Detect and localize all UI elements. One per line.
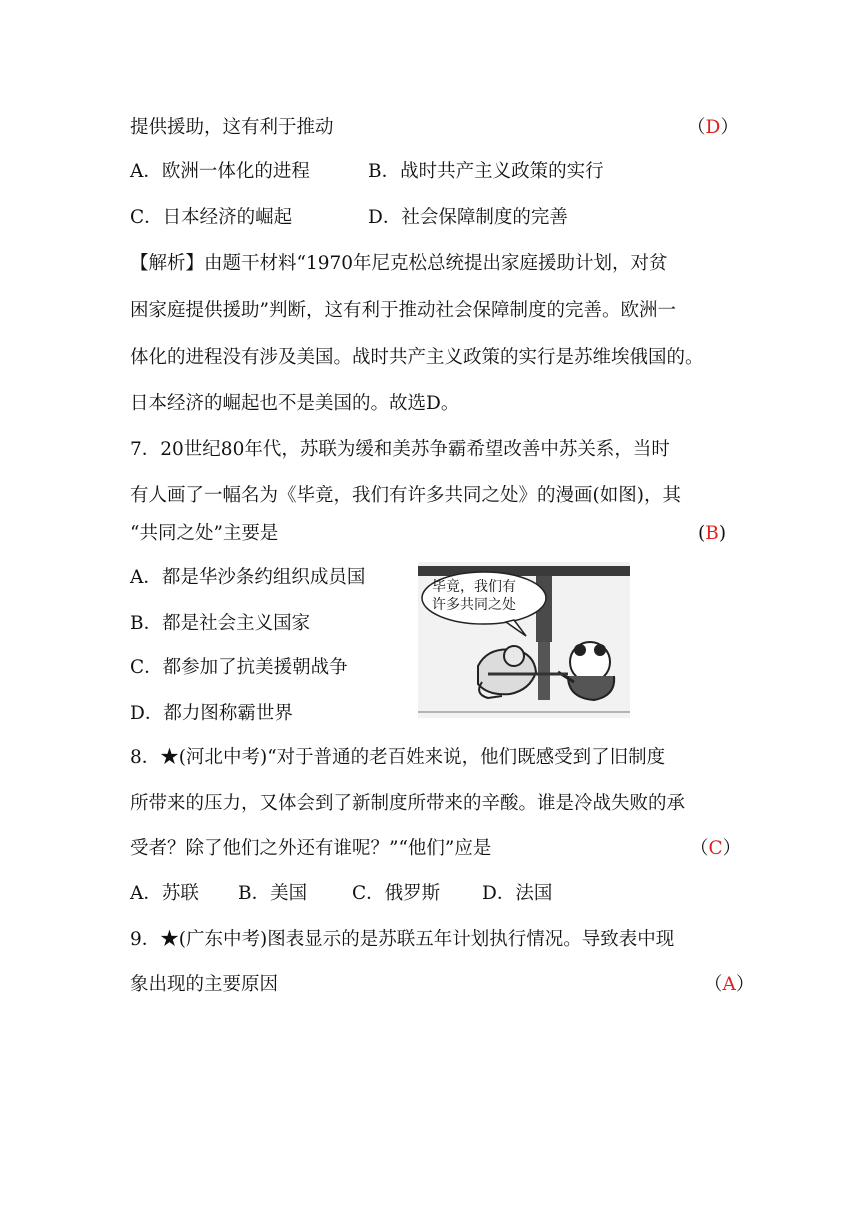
q8-answer-open: （ [690, 838, 709, 859]
q6-option-c: C．日本经济的崛起 [130, 207, 293, 228]
q6-stem-tail: 提供援助，这有利于推动 [130, 117, 334, 138]
q8-answer-close: ） [722, 838, 742, 859]
q7-answer-close: ) [718, 523, 727, 544]
q7-stem-line-2: 有人画了一幅名为《毕竟，我们有许多共同之处》的漫画(如图)，其 [130, 485, 681, 506]
q6-analysis-line-1: 【解析】由题干材料“1970年尼克松总统提出家庭援助计划，对贫 [130, 253, 668, 274]
q6-answer-open: （ [687, 117, 706, 138]
cartoon-caption-line-2: 许多共同之处 [432, 597, 516, 613]
q7-option-d: D．都力图称霸世界 [130, 703, 293, 724]
q6-answer-close: ） [720, 117, 739, 138]
q7-option-b: B．都是社会主义国家 [130, 613, 311, 634]
q8-option-c: C．俄罗斯 [352, 883, 441, 904]
q6-option-a: A．欧洲一体化的进程 [130, 161, 310, 182]
cartoon-caption [432, 578, 516, 614]
q9-stem-line-1: 9．★(广东中考)图表显示的是苏联五年计划执行情况。导致表中现 [130, 929, 675, 950]
q6-analysis-line-4: 日本经济的崛起也不是美国的。故选D。 [130, 393, 460, 414]
q6-analysis-line-2: 困家庭提供援助”判断，这有利于推动社会保障制度的完善。欧洲一 [130, 300, 676, 321]
q6-answer-letter: D [705, 117, 721, 138]
q6-analysis-line-3: 体化的进程没有涉及美国。战时共产主义政策的实行是苏维埃俄国的。 [130, 347, 704, 368]
q9-stem-line-2: 象出现的主要原因 [130, 974, 279, 995]
q8-stem-line-2: 所带来的压力，又体会到了新制度所带来的辛酸。谁是冷战失败的承 [130, 793, 686, 814]
q8-option-b: B．美国 [238, 883, 308, 904]
q9-answer-open: （ [704, 974, 723, 995]
q9-answer-letter: A [722, 974, 736, 995]
q7-answer [698, 522, 726, 546]
q7-option-c: C．都参加了抗美援朝战争 [130, 657, 348, 678]
q6-answer [687, 116, 739, 140]
q7-stem-line-3: “共同之处”主要是 [130, 523, 279, 544]
q6-option-d: D．社会保障制度的完善 [368, 207, 568, 228]
q7-option-a: A．都是华沙条约组织成员国 [130, 567, 366, 588]
q9-answer-close: ） [735, 974, 755, 995]
q6-option-b: B．战时共产主义政策的实行 [368, 161, 604, 182]
q8-stem-line-1: 8．★(河北中考)“对于普通的老百姓来说，他们既感受到了旧制度 [130, 747, 666, 768]
q8-option-a: A．苏联 [130, 883, 199, 904]
q8-answer [690, 837, 741, 861]
q7-stem-line-1: 7．20世纪80年代，苏联为缓和美苏争霸希望改善中苏关系，当时 [130, 439, 670, 460]
q8-stem-line-3: 受者？除了他们之外还有谁呢？”“他们”应是 [130, 838, 492, 859]
q9-answer [704, 973, 754, 997]
q8-option-d: D．法国 [482, 883, 553, 904]
q7-answer-letter: B [705, 523, 719, 544]
cartoon-caption-line-1: 毕竟，我们有 [432, 579, 516, 595]
q7-answer-open: ( [698, 523, 706, 544]
q8-answer-letter: C [708, 838, 723, 859]
